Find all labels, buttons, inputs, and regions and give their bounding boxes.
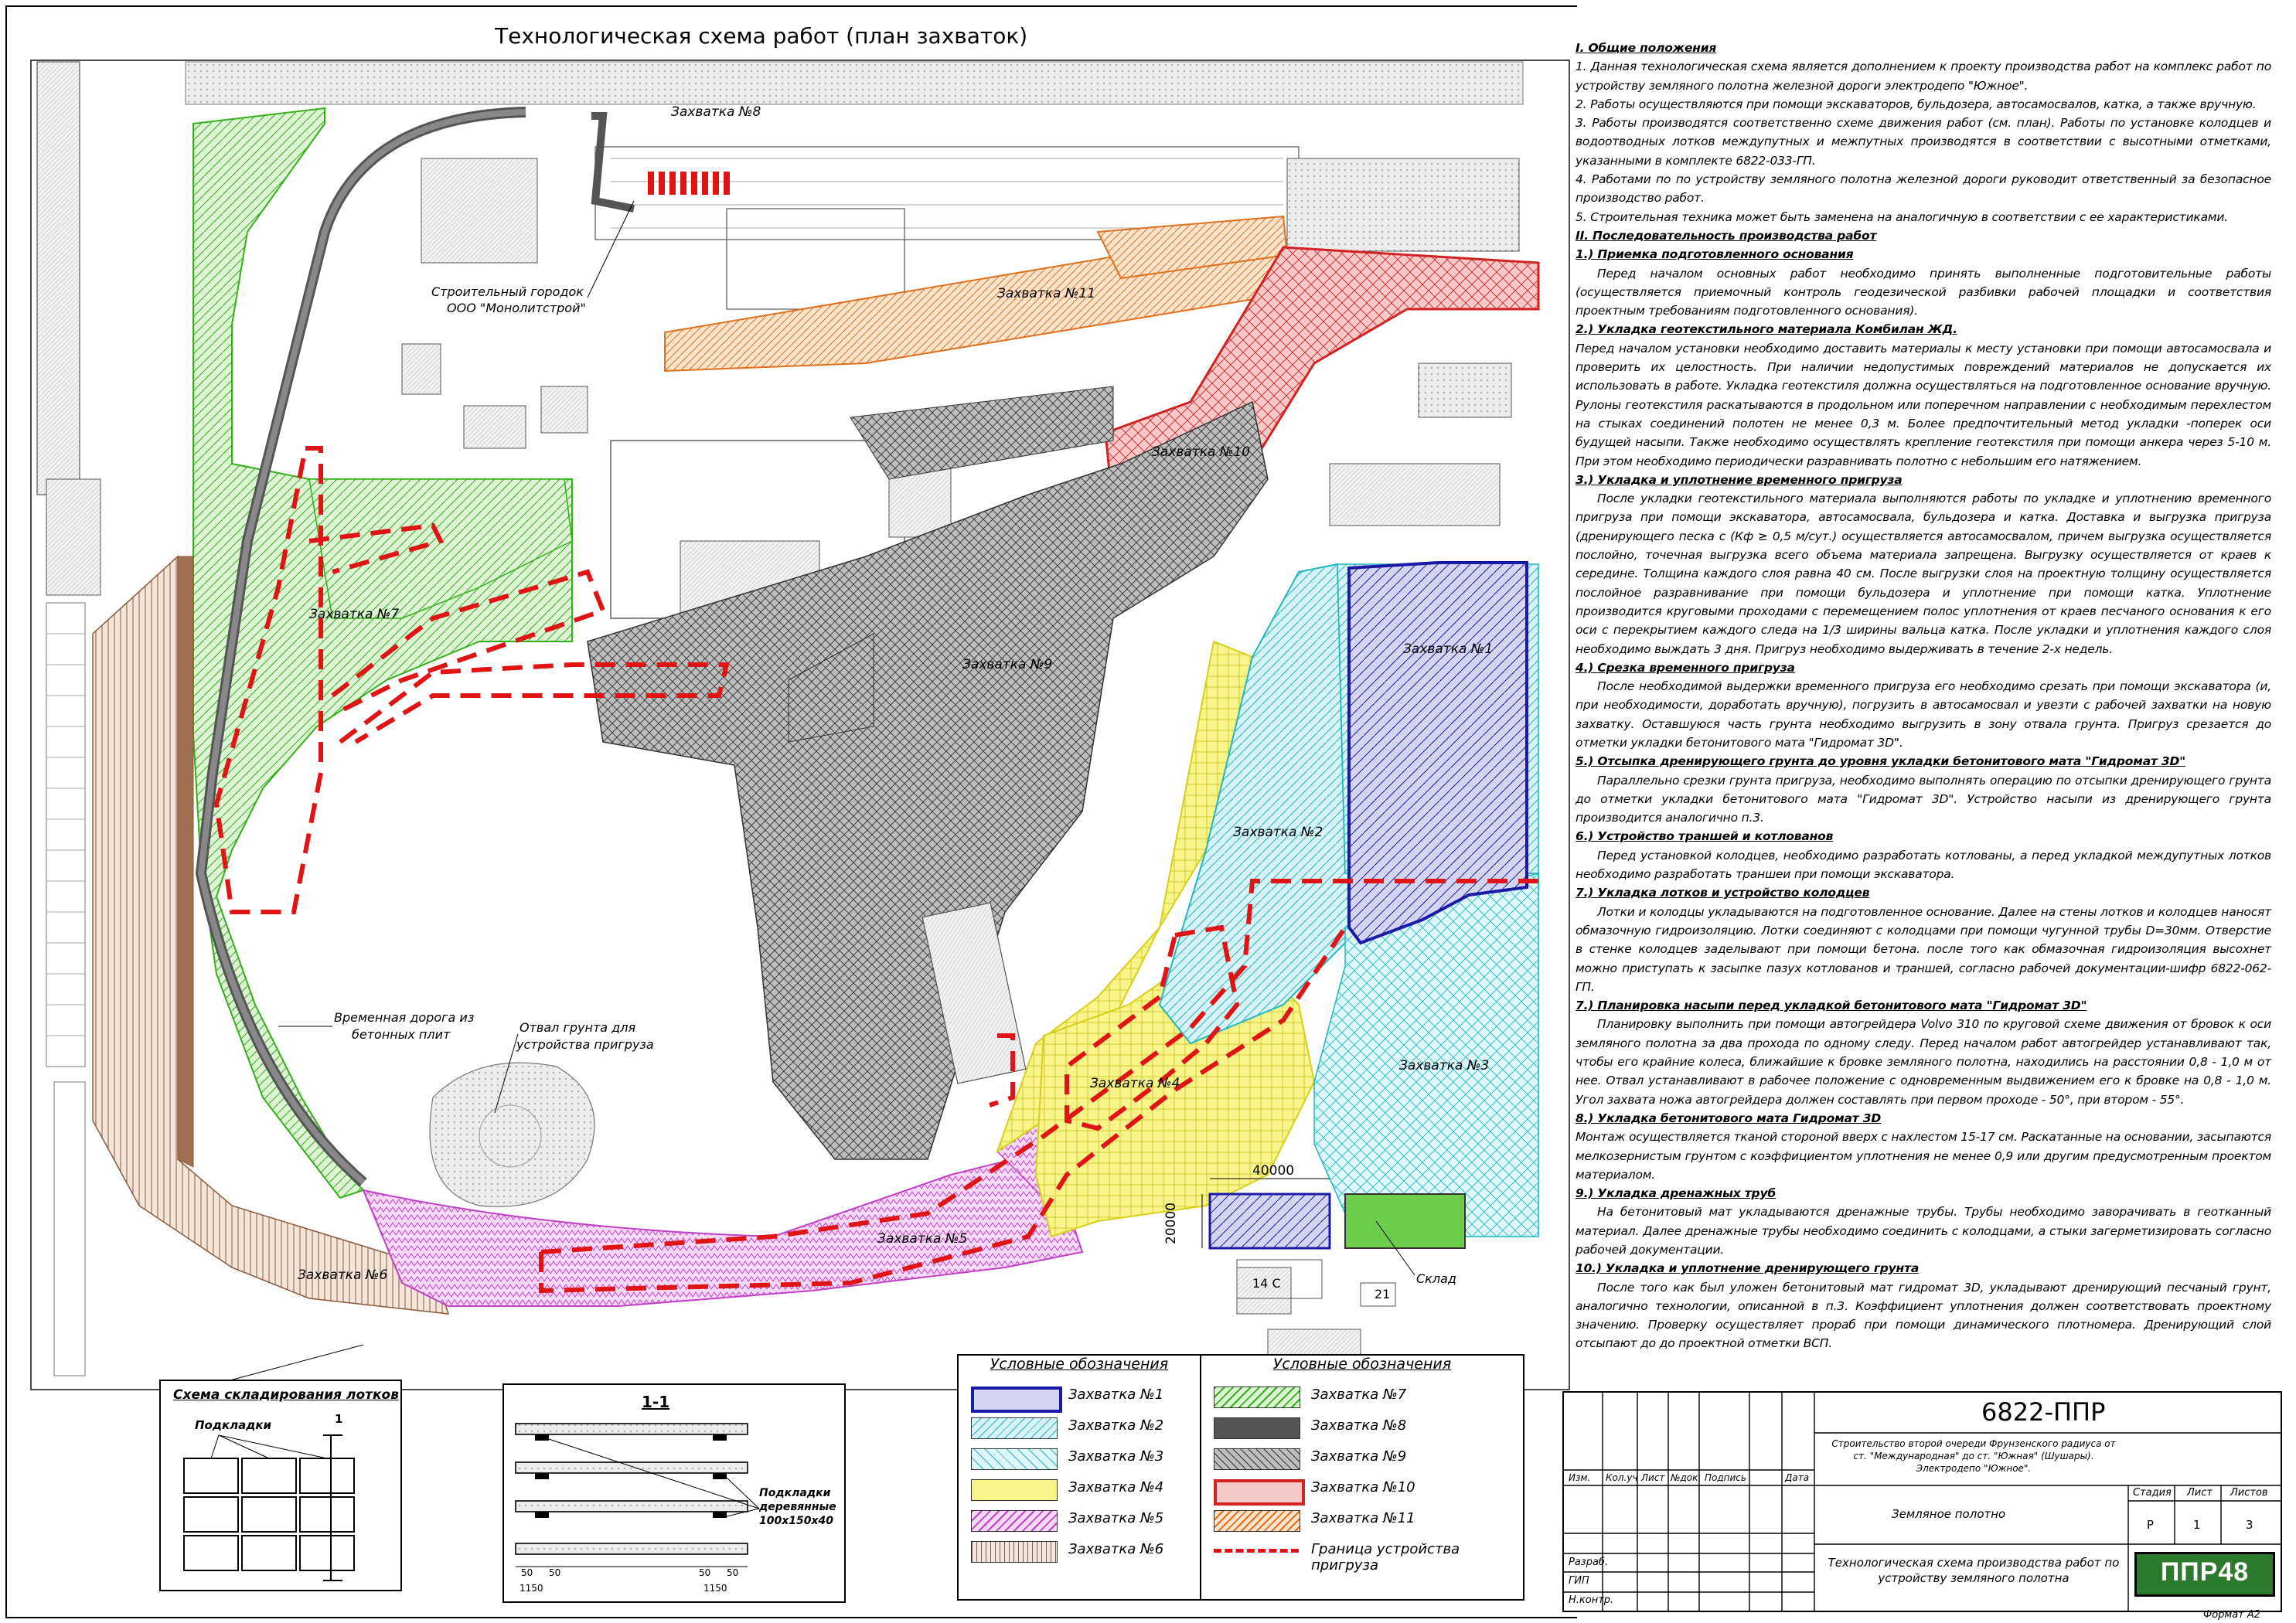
tb-code: 6822-ППР	[1981, 1397, 2106, 1427]
legend1-swatch-2	[971, 1417, 1058, 1439]
label-camp-2: ООО "Монолитстрой"	[447, 301, 586, 315]
legend1-swatch-5	[971, 1510, 1058, 1532]
notes-s2-3-text: После укладки геотекстильного материала выполняются работы по укладке и уплотнению временного пригруза при помощи экскаватора, автосамосвала, бульдозера и катка. Доставка и выгрузка пригруза (дренирующего песка с (Кф ≥ 0,5 м/сут.) осуществляется автосамосвалом, причем выгрузка осуществляется послойно, точечная выгрузка всего объема материала запрещена. Выгрузку осуществляется от краев к середине. Толщина каждого слоя равна 40 см. После выгрузки слоя на проектную толщину осуществляется послойное разравнивание при помощи бульдозера и уплотнение при помощи катка. Уплотнение производится круговыми проходами с перемещением полос уплотнения от краев песчаного основания к его оси с перекрытием каждого следа на 1/3 ширины вальца катка. После укладки и уплотнения каждого слоя необходимо выждать 3 дня. Пригруз необходимо выдерживать в течение 2-х недель.	[1576, 492, 2271, 656]
detail2-d6: 1150	[703, 1583, 727, 1594]
legend1-swatch-3	[971, 1448, 1058, 1470]
label-zone-11: Захватка №11	[997, 286, 1096, 301]
company-logo-text: ППР48	[2160, 1557, 2250, 1587]
notes-s2-2-text: Перед началом установки необходимо доставить материалы к месту установки при помощи автосамосвала и проверить их целостность. При наличии недопустимых повреждений материалов не допускается их использовать в работе. Укладка геотекстиля должна осуществляться на подготовленное основание вручную. Рулоны геотекстиля раскатываются в продольном или поперечном направлении с необходимым перехлестом на стыках соединений полотен не менее 0,3 м. Более предпочтительный метод укладки -поперек оси будущей насыпи. Также необходимо осуществлять крепление геотекстиля при помощи анкера через 5-10 м. При этом необходимо периодически разравнивать полотно с небольшим его натяжением.	[1576, 341, 2271, 468]
legend-2	[1200, 1354, 1524, 1601]
notes-s2-10-text: На бетонитовый мат укладываются дренажные трубы. Трубы необходимо заворачивать в геотканный материал. Далее дренажные трубы необходимо соединить с колодцами, а стыки загерметизировать согласно рабочей документации.	[1576, 1205, 2271, 1257]
legend2-label-9: Захватка №9	[1311, 1448, 1407, 1465]
tb-razrab: Разраб.	[1569, 1557, 1609, 1568]
tb-project: Строительство второй очереди Фрунзенского радиуса от ст. "Международная" до ст. "Южная" (Шушары). Электродепо "Южное".	[1831, 1438, 2116, 1474]
notes-s1-p4: 4. Работами по по устройству земляного полотна железной дороги руководит ответственный за безопасное производство работ.	[1576, 172, 2271, 206]
tb-col-data: Дата	[1785, 1472, 1810, 1483]
page-title: Технологическая схема работ (план захваток)	[495, 23, 1028, 49]
detail-section-1-1	[502, 1383, 846, 1603]
legend-1	[957, 1354, 1201, 1601]
label-zone-3: Захватка №3	[1399, 1058, 1490, 1073]
notes-s2-9-text: Монтаж осуществляется тканой стороной вверх с нахлестом 15-17 см. Раскатанные на основании, засыпаются мелкозернистым грунтом с коэффициентом уплотнения не менее 0,9 или другим предусмотренным проектом материалом.	[1576, 1130, 2271, 1182]
legend1-swatch-6	[971, 1541, 1058, 1563]
legend2-row-10	[1201, 1473, 1523, 1504]
notes-s2-title: II. Последовательность производства работ	[1576, 228, 1877, 243]
detail2-d3: 50	[699, 1567, 711, 1578]
legend1-label-6: Захватка №6	[1068, 1541, 1164, 1557]
legend1-label-3: Захватка №3	[1068, 1448, 1164, 1465]
label-zone-10: Захватка №10	[1152, 444, 1251, 460]
legend2-label-8: Захватка №8	[1311, 1417, 1407, 1434]
label-zone-2: Захватка №2	[1233, 825, 1323, 840]
tb-col-ndok: №док.	[1671, 1472, 1702, 1483]
notes-s2-6-text: Перед установкой колодцев, необходимо разработать котлованы, а перед укладкой междупутных лотков необходимо разработать траншеи при помощи экскаватора.	[1576, 848, 2271, 882]
tb-listov: 3	[2246, 1518, 2253, 1532]
legend1-row-4	[959, 1473, 1200, 1504]
legend2-label-7: Захватка №7	[1311, 1387, 1407, 1403]
notes-s2-5-text: Параллельно срезки грунта пригруза, необходимо выполнять операцию по отсыпки дренирующего грунта до отметки укладки бетонитового мата "Гидромат 3D". Устройство насыпи из дренирующего грунта производится аналогично п.3.	[1576, 773, 2271, 825]
legend1-label-2: Захватка №2	[1068, 1417, 1164, 1434]
legend2-swatch-9	[1214, 1448, 1300, 1470]
legend1-row-1	[959, 1380, 1200, 1411]
label-zone-6: Захватка №6	[298, 1267, 388, 1283]
legend1-label-1: Захватка №1	[1068, 1387, 1164, 1403]
legend2-swatch-11	[1214, 1510, 1300, 1532]
tb-col-list: Лист	[1641, 1472, 1665, 1483]
legend2-row-boundary	[1201, 1535, 1523, 1574]
dim-40000: 40000	[1252, 1163, 1295, 1179]
sheet-format: Формат А2	[2203, 1609, 2261, 1621]
notes-s2-5-title: 5.) Отсыпка дренирующего грунта до уровня укладки бетонитового мата "Гидромат 3D"	[1576, 754, 2186, 769]
tb-stage-header: Стадия	[2133, 1487, 2172, 1499]
detail2-d4: 50	[727, 1567, 739, 1578]
company-logo	[2134, 1552, 2275, 1597]
notes-s2-8-text: Планировку выполнить при помощи автогрейдера Volvo 310 по круговой схеме движения от бровок к оси земляного полотна за два прохода по одному следу. Перед началом работ автогрейдер устанавливают так, чтобы его крайние колеса, ближайшие к бровке земляного полотна, находились на расстоянии 0,8 - 1,0 м от нее. Отвал устанавливают в рабочее положение с одновременным выдвижением его к бровке на 0,8 - 1,0 м. Угол захвата ножа автогрейдера должен составлять при первом проходе - 50°, при втором - 55°.	[1576, 1017, 2271, 1107]
general-notes	[1576, 39, 2271, 1353]
legend2-swatch-10	[1214, 1479, 1305, 1506]
detail1-pads: Подкладки	[195, 1418, 272, 1432]
label-road-1: Временная дорога из	[334, 1010, 475, 1025]
detail2-pads-2: деревянные	[759, 1501, 836, 1513]
notes-s2-4-title: 4.) Срезка временного пригруза	[1576, 660, 1795, 675]
label-zone-7: Захватка №7	[309, 607, 400, 622]
tb-nkontr: Н.контр.	[1569, 1594, 1614, 1606]
notes-s2-11-text: После того как был уложен бетонитовый мат гидромат 3D, укладывают дренирующий песчаный грунт, аналогично технологии, описанной в п.3. Коэффициент уплотнения должен соответствовать проектному значению. Проверку осуществляет прораб при помощи динамического плотномера. Дренирующий слой отсыпают до до проектной отметки ВСП.	[1576, 1280, 2271, 1351]
legend2-row-8	[1201, 1411, 1523, 1442]
notes-s1-title: I. Общие положения	[1576, 41, 1717, 55]
notes-s2-1-text: Перед началом основных работ необходимо принять выполненные подготовительные работы (осуществляется приемочный контроль геодезической разбивки рабочей площадки и соответствия проектным требованиям подготовленного основания).	[1576, 266, 2271, 318]
detail2-d1: 50	[521, 1567, 533, 1578]
title-block	[1562, 1391, 2282, 1612]
legend2-row-7	[1201, 1380, 1523, 1411]
detail1-title: Схема складирования лотков	[173, 1387, 399, 1403]
legend1-row-5	[959, 1504, 1200, 1535]
detail1-mark-top: 1	[335, 1412, 343, 1426]
legend2-row-11	[1201, 1504, 1523, 1535]
notes-s1-p1: 1. Данная технологическая схема является дополнением к проекту производства работ на комплекс работ по устройству земляного полотна железной дороги электродепо "Южное".	[1576, 60, 2271, 93]
label-zone-9: Захватка №9	[962, 657, 1053, 672]
notes-s2-2-title: 2.) Укладка геотекстильного материала Комбилан ЖД.	[1576, 322, 1957, 337]
legend2-row-9	[1201, 1442, 1523, 1473]
tb-list-header: Лист	[2187, 1487, 2213, 1499]
tb-description: Технологическая схема производства работ по устройству земляного полотна	[1828, 1556, 2120, 1585]
legend1-swatch-4	[971, 1479, 1058, 1501]
notes-s2-8-title: 7.) Планировка насыпи перед укладкой бетонитового мата "Гидромат 3D"	[1576, 999, 2087, 1013]
legend1-row-2	[959, 1411, 1200, 1442]
detail2-d2: 50	[549, 1567, 561, 1578]
legend1-swatch-1	[971, 1387, 1062, 1413]
dim-20000: 20000	[1163, 1202, 1179, 1244]
notes-s2-11-title: 10.) Укладка и уплотнение дренирующего грунта	[1576, 1261, 1920, 1276]
legend2-label-boundary: Граница устройства пригруза	[1311, 1541, 1460, 1574]
notes-s2-1-title: 1.) Приемка подготовленного основания	[1576, 247, 1854, 262]
detail2-pads-1: Подкладки	[759, 1487, 831, 1499]
notes-s2-7-title: 7.) Укладка лотков и устройство колодцев	[1576, 886, 1870, 900]
label-dump-2: устройства пригруза	[516, 1037, 654, 1052]
tb-col-izm: Изм.	[1569, 1472, 1591, 1483]
notes-s1-p3: 3. Работы производятся соответственно схеме движения работ (см. план). Работы по установке колодцев и водоотводных лотков междупутных и межпутных производятся в соответствии с высотными отметками, указанными в комплекте 6822-033-ГП.	[1576, 116, 2271, 168]
tb-col-koluch: Кол.уч	[1606, 1472, 1638, 1483]
notes-s2-6-title: 6.) Устройство траншей и котлованов	[1576, 829, 1834, 844]
legend2-swatch-boundary	[1214, 1549, 1299, 1553]
legend2-label-10: Захватка №10	[1311, 1479, 1415, 1495]
tb-gip: ГИП	[1569, 1575, 1589, 1587]
notes-s2-7-text: Лотки и колодцы укладываются на подготовленное основание. Далее на стены лотков и колодцев наносят обмазочную гидроизоляцию. Лотки соединяют с колодцами при помощи чугунной трубы D=30мм. Отверстие в стенке колодцев заделывают при помощи бетона. после того как обмазочная гидроизоляция высохнет можно приступать к засыпке пазух котлованов и траншей, согласно рабочей документации-шифр 6822-062-ГП.	[1576, 904, 2271, 994]
notes-s2-4-text: После необходимой выдержки временного пригруза его необходимо срезать при помощи экскаватора (и, при необходимости, доработать вручную), погрузить в автосамосвал и увезти с рабочей захватки на новую захватку. Оставшуюся часть грунта необходимо выгрузить в зону отвала грунта. Пригруз срезается до отметки укладки бетонитового мата "Гидромат 3D".	[1576, 679, 2271, 750]
label-14c: 14 С	[1252, 1276, 1281, 1291]
tb-section: Земляное полотно	[1892, 1507, 2006, 1521]
tb-listov-header: Листов	[2230, 1487, 2268, 1499]
label-zone-5: Захватка №5	[877, 1231, 968, 1247]
legend1-title: Условные обозначения	[990, 1356, 1169, 1373]
tb-col-podpis: Подпись	[1705, 1472, 1746, 1483]
label-sklad: Склад	[1416, 1271, 1456, 1286]
label-dump-1: Отвал грунта для	[519, 1020, 636, 1035]
label-road-2: бетонных плит	[352, 1027, 451, 1042]
label-21: 21	[1375, 1287, 1391, 1301]
label-camp-1: Строительный городок	[431, 284, 584, 299]
label-zone-1: Захватка №1	[1403, 641, 1494, 657]
legend1-label-4: Захватка №4	[1068, 1479, 1164, 1495]
notes-s1-p2: 2. Работы осуществляются при помощи экскаваторов, бульдозера, автосамосвалов, катка, а также вручную.	[1576, 97, 2257, 111]
notes-s1-p5: 5. Строительная техника может быть заменена на аналогичную в соответствии с ее характеристиками.	[1576, 209, 2228, 224]
detail-tray-storage	[159, 1380, 402, 1591]
tb-stage: Р	[2147, 1518, 2155, 1532]
left-building	[37, 62, 80, 495]
legend1-row-6	[959, 1535, 1200, 1566]
detail2-d5: 1150	[519, 1583, 543, 1594]
legend2-label-11: Захватка №11	[1311, 1510, 1415, 1526]
label-zone-8: Захватка №8	[671, 104, 761, 120]
detail2-pads-3: 100х150х40	[759, 1515, 833, 1527]
notes-s2-3-title: 3.) Укладка и уплотнение временного пригруза	[1576, 472, 1903, 487]
legend1-label-5: Захватка №5	[1068, 1510, 1164, 1526]
tb-list: 1	[2193, 1518, 2201, 1532]
label-zone-4: Захватка №4	[1090, 1076, 1180, 1091]
notes-s2-9-title: 8.) Укладка бетонитового мата Гидромат 3D	[1576, 1111, 1882, 1125]
legend2-swatch-8	[1214, 1417, 1300, 1439]
legend2-swatch-7	[1214, 1387, 1300, 1408]
legend1-row-3	[959, 1442, 1200, 1473]
legend2-title: Условные обозначения	[1272, 1356, 1452, 1373]
detail2-title: 1-1	[642, 1393, 670, 1411]
notes-s2-10-title: 9.) Укладка дренажных труб	[1576, 1186, 1776, 1201]
